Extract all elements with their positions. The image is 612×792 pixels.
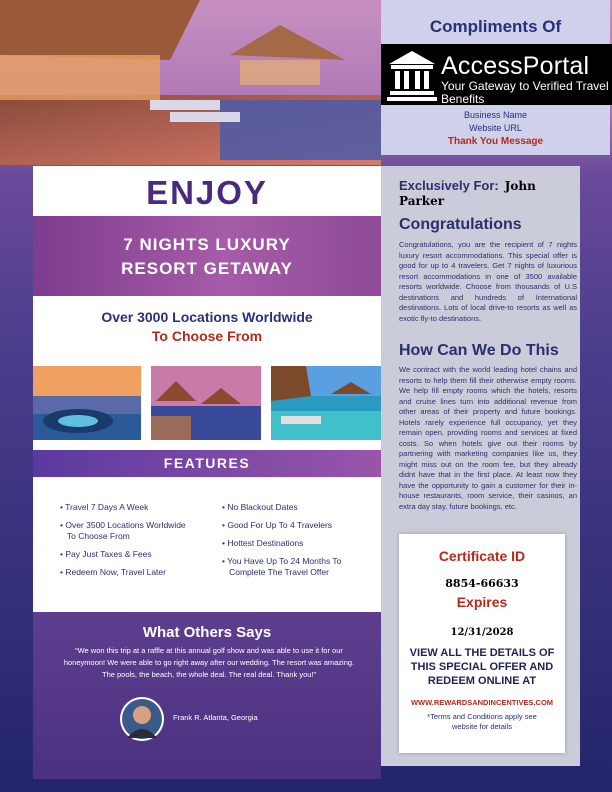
avatar <box>119 696 165 742</box>
resort-photo-2 <box>151 366 261 440</box>
resort-photo-3 <box>271 366 381 440</box>
offer-panel <box>33 166 381 612</box>
locations-line-2: To Choose From <box>151 328 263 344</box>
business-name: Business Name <box>463 110 528 120</box>
resort-photo-1 <box>33 366 141 440</box>
feature-left-1: • Travel 7 Days A Week <box>60 502 149 512</box>
brand-name: AccessPortal <box>441 52 590 80</box>
compliments-card <box>381 0 610 155</box>
locations-line-1: Over 3000 Locations Worldwide <box>101 309 313 325</box>
expires-value: 12/31/2028 <box>450 627 514 638</box>
headline-line-2: RESORT GETAWAY <box>121 259 293 278</box>
headline-band <box>33 216 381 296</box>
feature-right-3: • Hottest Destinations <box>222 538 304 548</box>
testimonial-quote: “We won this trip at a raffle at this annual golf show and was able to use it for our honeymoon! We were able to go right away after our wedding. The resort was amazing. The pools, the beach, the whole deal. The real deal. Thank you!” <box>63 646 355 679</box>
feature-right-1: • No Blackout Dates <box>222 502 298 512</box>
recipient-name: John Parker <box>399 179 536 208</box>
exclusively-for <box>399 178 580 208</box>
thank-you-message: Thank You Message <box>447 136 544 147</box>
certificate-id-label: Certificate ID <box>438 548 526 564</box>
features-band <box>33 450 381 477</box>
redeem-url-link[interactable]: WWW.REWARDSANDINCENTIVES.COM <box>410 698 554 707</box>
bank-building-icon <box>387 47 437 103</box>
congratulations-text: Congratulations, you are the recipient of 7 nights luxury resort accommodations. This special offer is good for up to 4 travelers. Get 7 nights of luxurious resort accommodations in one of 3500 available resorts worldwide. Choose from thousands of U.S destinations and hundreds of International destinations. Lots of local drive-to resorts as well as exotic fly-to destinations. <box>399 240 577 323</box>
feature-left-3: • Pay Just Taxes & Fees <box>60 549 152 559</box>
view-details-text: VIEW ALL THE DETAILS OF THIS SPECIAL OFFER AND REDEEM ONLINE AT <box>409 647 555 687</box>
testimonial-author: Frank R. Atlanta, Georgia <box>173 713 258 722</box>
testimonial-section <box>33 612 381 779</box>
how-text: We contract with the world leading hotel chains and resorts to help them fill their otherwise empty rooms. We help fill empty rooms which the hotels, resorts and cruise lines turn into additional revenue from other areas of their property and future bookings. Hotels rarely experience full occupancy, yet they remain open, providing rooms and services at fixed costs. So when hotels give out their rooms by partnering with marketing companies like us, they might miss out on the room fee, but they already didnt have that in the first place. At least now they have the opportunity to gain a customer for their in-house restaurants, room service, their casinos, an extra day stay, future bookings, etc. <box>399 365 577 511</box>
features-title: FEATURES <box>163 455 251 471</box>
feature-right-4: • You Have Up To 24 Months To Complete The Travel Offer <box>222 556 342 577</box>
brand-tagline: Your Gateway to Verified Travel Benefits <box>441 79 609 106</box>
compliments-title: Compliments Of <box>429 17 562 36</box>
congratulations-heading: Congratulations <box>399 216 522 233</box>
terms-note: *Terms and Conditions apply see website for details <box>427 712 537 731</box>
enjoy-heading: ENJOY <box>146 174 268 211</box>
exclusively-for-label: Exclusively For: <box>399 178 499 193</box>
testimonial-title: What Others Says <box>142 624 272 641</box>
certificate-id-value: 8854-66633 <box>445 577 519 590</box>
details-column <box>381 166 580 766</box>
certificate-card <box>399 534 565 753</box>
how-heading: How Can We Do This <box>399 342 559 359</box>
headline-line-1: 7 NIGHTS LUXURY <box>123 235 291 254</box>
expires-label: Expires <box>456 594 508 610</box>
feature-right-2: • Good For Up To 4 Travelers <box>222 520 333 530</box>
feature-left-2: • Over 3500 Locations Worldwide To Choose From <box>60 520 186 541</box>
website-url: Website URL <box>469 123 522 133</box>
accessportal-banner <box>381 44 612 105</box>
feature-left-4: • Redeem Now, Travel Later <box>60 567 166 577</box>
